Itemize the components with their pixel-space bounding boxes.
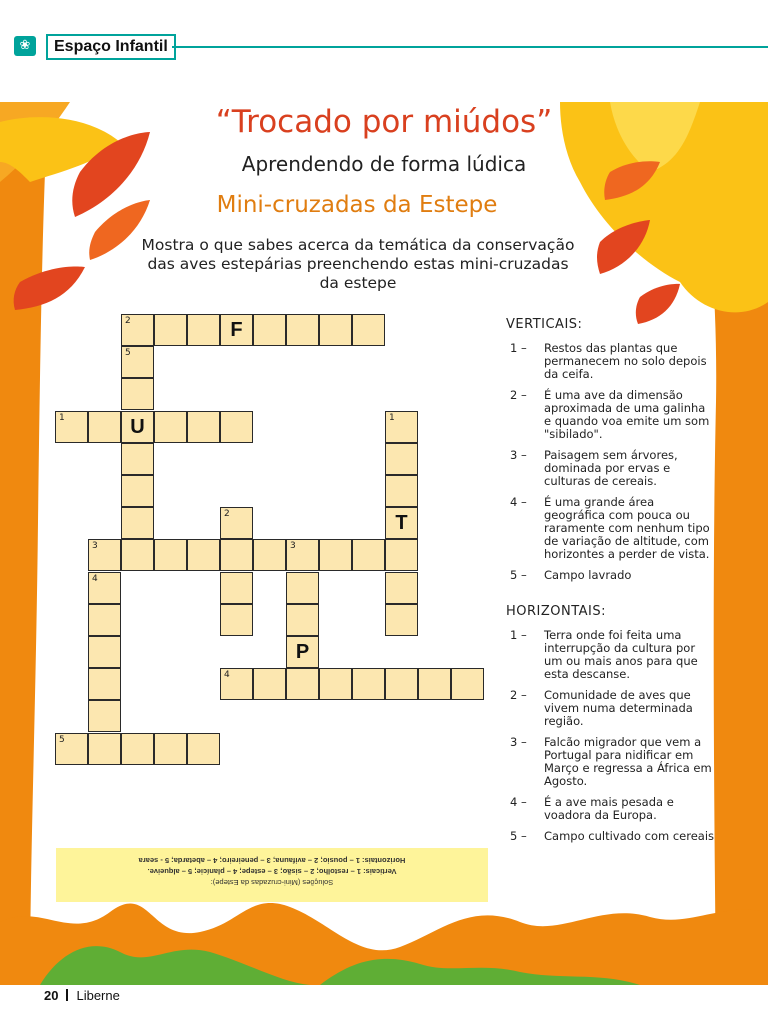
clue-h5 [506,830,716,843]
clue-v5 [506,569,716,582]
crossword-grid [50,314,490,798]
clue-number: 2 – [510,388,527,402]
crossword-cell[interactable] [55,411,88,443]
crossword-cell[interactable] [88,636,121,668]
clue-v3 [506,449,716,488]
crossword-cell[interactable] [220,411,253,443]
clue-h2 [506,689,716,728]
crossword-cell[interactable] [220,572,253,604]
crossword-cell[interactable] [121,314,154,346]
crossword-cell[interactable] [385,475,418,507]
footer-divider [66,989,68,1001]
clue-number-label: 2 [125,316,131,326]
crossword-cell[interactable] [220,604,253,636]
crossword-cell[interactable] [88,668,121,700]
crossword-cell[interactable] [88,411,121,443]
crossword-cell[interactable] [220,539,253,571]
crossword-cell[interactable] [121,346,154,378]
crossword-cell[interactable] [319,668,352,700]
crossword-cell[interactable] [121,443,154,475]
crossword-cell[interactable] [121,378,154,410]
crossword-cell[interactable] [187,539,220,571]
clue-number: 1 – [510,628,527,642]
crossword-cell[interactable] [154,411,187,443]
clue-number: 2 – [510,688,527,702]
page-number: 20 [44,988,59,1003]
given-letter: U [130,415,145,438]
clues-panel [506,317,716,851]
crossword-cell[interactable] [88,700,121,732]
given-letter: F [230,319,243,341]
clue-number-label: 4 [92,573,98,584]
clue-number-label: 2 [224,509,230,520]
crossword-cell[interactable] [88,604,121,636]
crossword-cell[interactable] [352,539,385,571]
clue-number-label: 3 [92,541,98,552]
crossword-cell[interactable] [253,314,286,346]
solutions-text-upside-down [56,848,488,895]
crossword-cell[interactable] [121,411,154,443]
solutions-heading: Soluções (Mini-cruzadas da Estepe): [210,878,334,887]
header-rule [172,46,768,48]
clue-h1 [506,629,716,681]
crossword-cell[interactable] [121,539,154,571]
clue-number-label: 5 [59,734,65,745]
crossword-cell[interactable] [385,411,418,443]
crossword-cell[interactable] [154,733,187,765]
crossword-cell[interactable] [88,539,121,571]
crossword-cell[interactable] [286,539,319,571]
crossword-cell[interactable] [220,314,253,346]
crossword-cell[interactable] [385,668,418,700]
clue-number: 4 – [510,495,527,509]
footer [44,988,120,1003]
clue-number-label: 1 [59,412,65,423]
crossword-cell[interactable] [253,539,286,571]
crossword-cell[interactable] [286,636,319,668]
clue-text: Paisagem sem árvores, dominada por ervas e culturas de cereais. [544,448,678,488]
crossword-cell[interactable] [385,443,418,475]
clue-number-label: 1 [389,412,395,423]
crossword-cell[interactable] [319,539,352,571]
page-title: “Trocado por miúdos” [215,104,553,140]
solutions-horizontais: Horizontais: 1 – pousio; 2 – avifauna; 3 – peneireiro; 4 – abetarda; 5 - seara [138,856,406,865]
crossword-cell[interactable] [121,475,154,507]
clue-text: Falcão migrador que vem a Portugal para nidificar em Março e regressa a África em Agosto. [544,735,712,788]
poster [0,102,768,985]
clue-text: É uma grande área geográfica com pouca ou raramente com nenhum tipo de variação de altitude, com horizontes a perder de vista. [544,495,710,561]
crossword-cell[interactable] [451,668,484,700]
clue-text: Campo cultivado com cereais [544,829,715,843]
crossword-cell[interactable] [286,314,319,346]
clue-v1 [506,342,716,381]
header-icon [14,36,36,56]
crossword-cell[interactable] [88,572,121,604]
clue-h4 [506,796,716,822]
horizontais-heading: HORIZONTAIS: [506,604,607,619]
section-title: Mini-cruzadas da Estepe [216,192,498,218]
crossword-cell[interactable] [352,314,385,346]
subtitle: Aprendendo de forma lúdica [241,152,527,176]
solutions-verticais: Verticais: 1 – restolho; 2 – sisão; 3 – estepe; 4 – planície; 5 – alqueive. [147,867,397,876]
crossword-cell[interactable] [385,572,418,604]
crossword-cell[interactable] [385,539,418,571]
clue-number: 3 – [510,735,527,749]
crossword-cell[interactable] [220,507,253,539]
paw-print-icon: ❀ [19,38,31,53]
clue-text: Campo lavrado [544,568,632,582]
clue-number-label: 4 [224,670,230,681]
verticais-heading: VERTICAIS: [506,317,583,332]
clue-v2 [506,389,716,441]
clue-number: 5 – [510,829,527,843]
clue-text: Terra onde foi feita uma interrupção da cultura por um ou mais anos para que esta descanse. [544,628,698,681]
clue-number: 3 – [510,448,527,462]
crossword-cell[interactable] [88,733,121,765]
given-letter: T [395,512,408,535]
crossword-cell[interactable] [187,314,220,346]
crossword-cell[interactable] [154,314,187,346]
crossword-cell[interactable] [286,604,319,636]
crossword-cell[interactable] [187,733,220,765]
crossword-cell[interactable] [418,668,451,700]
crossword-cell[interactable] [121,733,154,765]
crossword-cell[interactable] [286,668,319,700]
clue-text: Comunidade de aves que vivem numa determinada região. [544,688,693,728]
clue-number: 4 – [510,795,527,809]
crossword-cell[interactable] [286,572,319,604]
section-label: Espaço Infantil [46,34,176,60]
crossword-cell[interactable] [121,507,154,539]
clue-text: É a ave mais pesada e voadora da Europa. [544,795,674,822]
clue-number: 5 – [510,568,527,582]
clue-h3 [506,736,716,788]
clue-number-label: 3 [290,541,296,552]
clue-text: É uma ave da dimensão aproximada de uma galinha e quando voa emite um som "sibilado". [544,388,710,441]
solutions-box [56,848,488,902]
crossword-cell[interactable] [253,668,286,700]
crossword-cell[interactable] [220,668,253,700]
crossword-cell[interactable] [385,507,418,539]
given-letter: P [295,641,310,663]
publication-name: Liberne [76,988,120,1003]
crossword-cell[interactable] [55,733,88,765]
crossword-cell[interactable] [319,314,352,346]
clue-number: 1 – [510,341,527,355]
intro-text: Mostra o que sabes acerca da temática da conservação das aves estepárias preenchendo estas mini-cruzadas da estepe [141,236,575,292]
crossword-cell[interactable] [385,604,418,636]
crossword-cell[interactable] [187,411,220,443]
clue-number-label: 5 [125,348,131,359]
clue-v4 [506,496,716,561]
crossword-cell[interactable] [154,539,187,571]
crossword-cell[interactable] [352,668,385,700]
clue-text: Restos das plantas que permanecem no solo depois da ceifa. [544,341,707,381]
